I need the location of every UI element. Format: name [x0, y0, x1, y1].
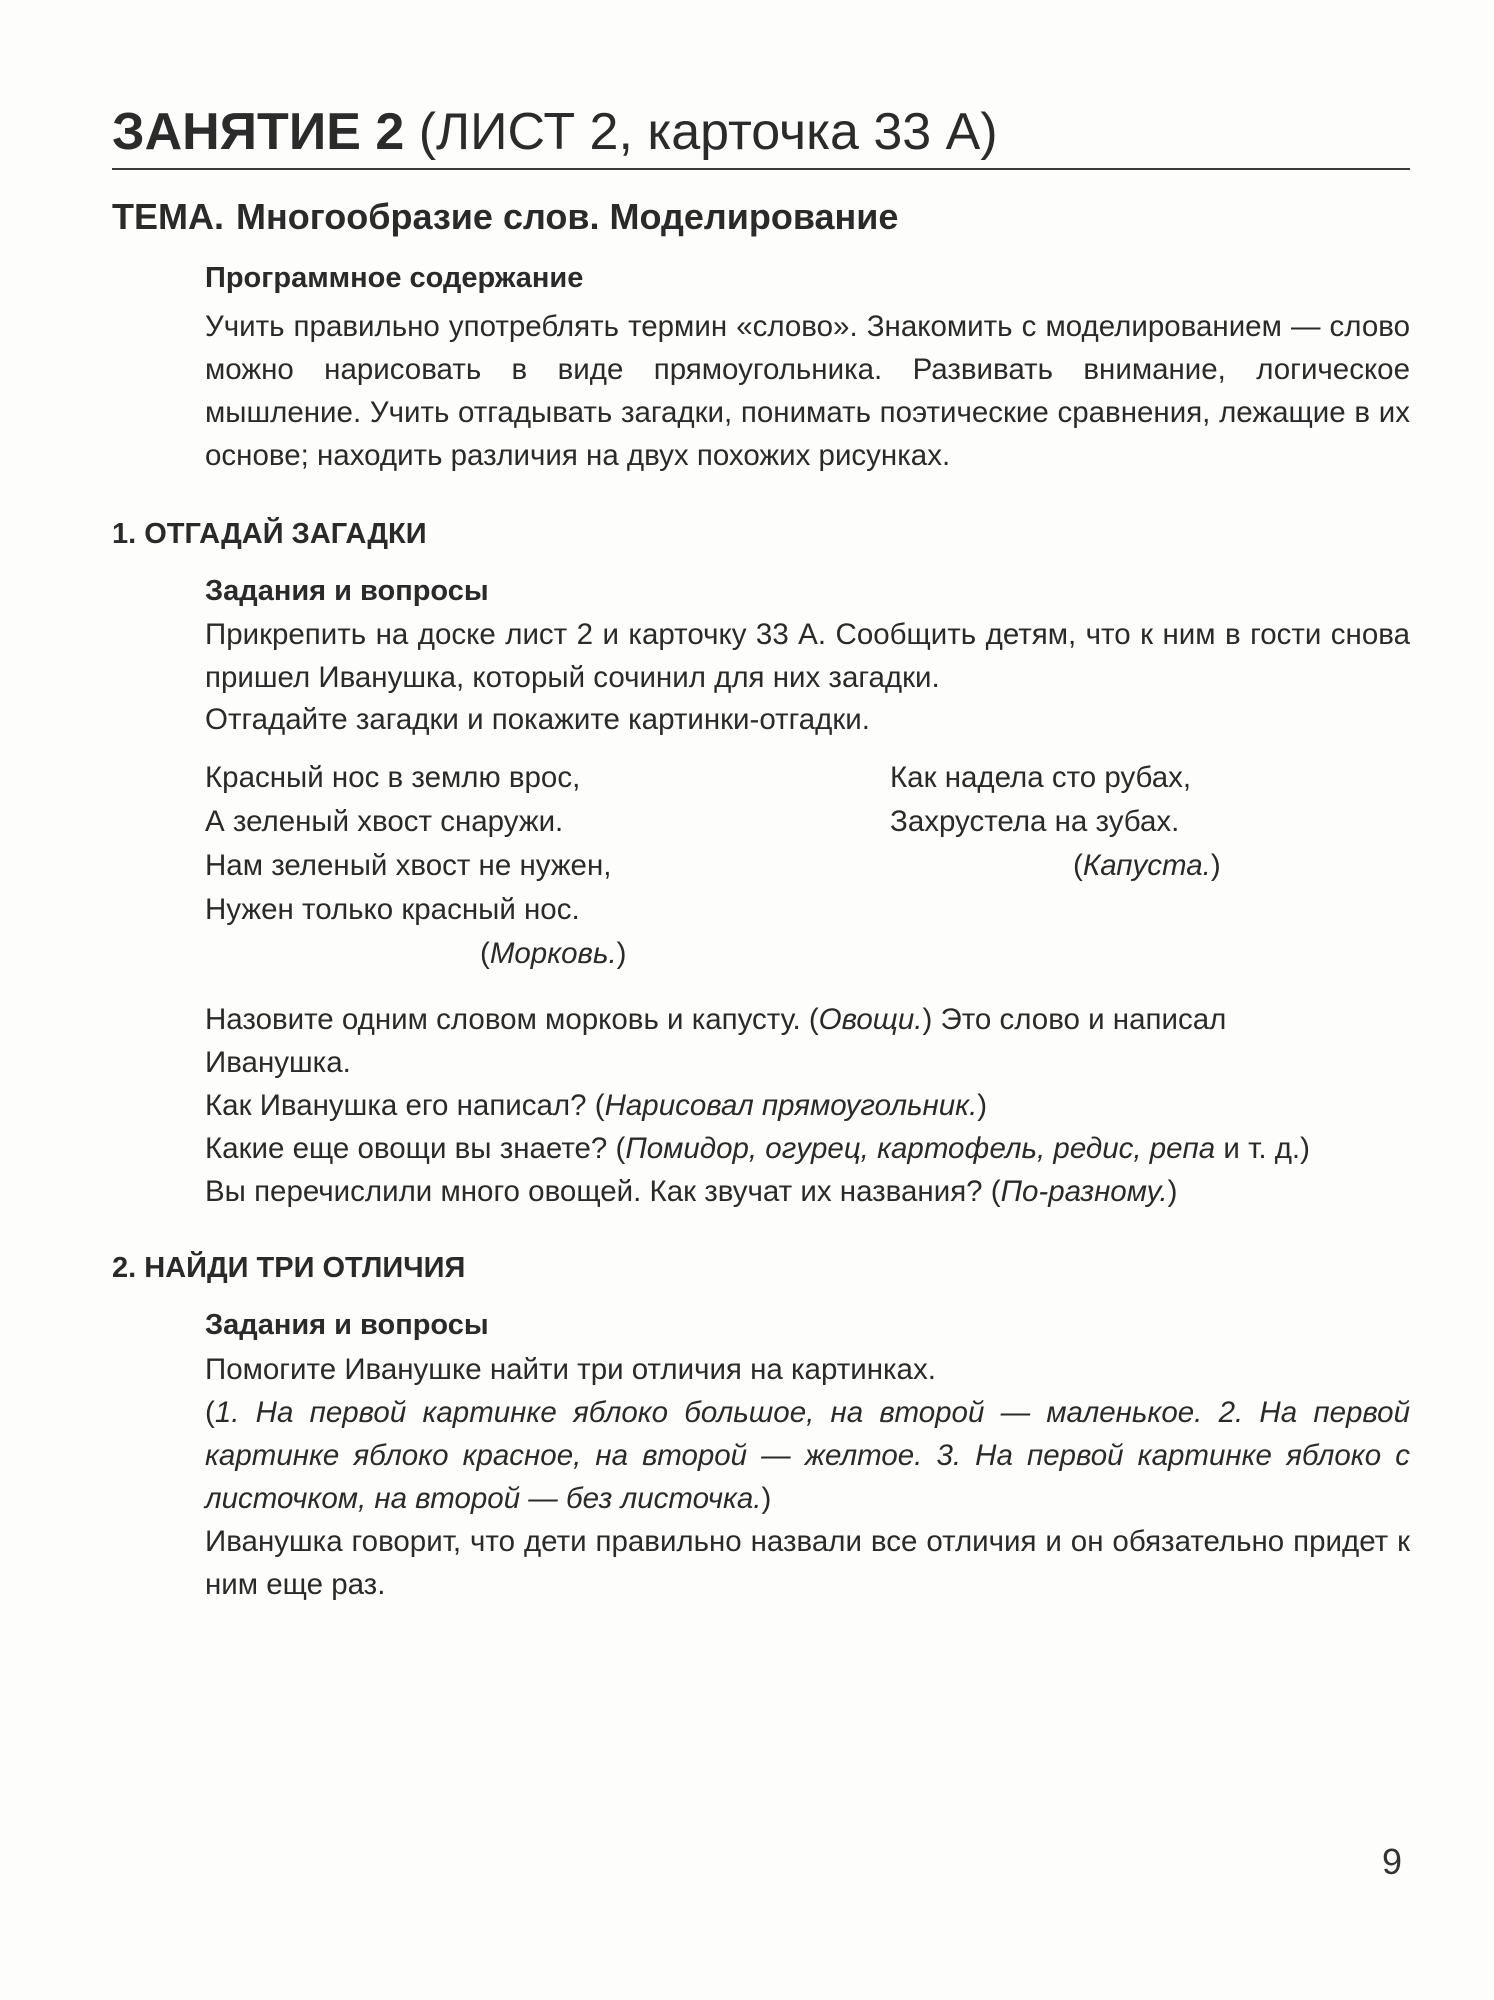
- riddle-line: Захрустела на зубах.: [890, 805, 1180, 838]
- program-text: Учить правильно употреблять термин «слово». Знакомить с моделированием — слово можно нарисовать в виде прямоугольника. Развивать внимание, логическое мышление. Учить отгадывать загадки, понимать поэтические сравнения, лежащие в их основе; находить различия на двух похожих рисунках.: [205, 310, 1410, 472]
- riddle-answer: (Капуста.): [1073, 849, 1221, 882]
- question-answer: Овощи.: [818, 1003, 923, 1036]
- section2-closing: Иванушка говорит, что дети правильно назвали все отличия и он обязательно придет к ним еще раз.: [205, 1525, 1410, 1601]
- topic-heading: [112, 194, 898, 240]
- question-3: [205, 1127, 1310, 1170]
- riddle-line: А зеленый хвост снаружи.: [205, 805, 564, 838]
- riddle-answer-text: Морковь.: [489, 937, 617, 970]
- riddle-line: Красный нос в землю врос,: [205, 761, 581, 794]
- section2-subheading: Задания и вопросы: [205, 1309, 489, 1341]
- question-2: [205, 1084, 987, 1127]
- section2-answer: (1. На первой картинке яблоко большое, на второй — маленькое. 2. На первой картинке яблоко красное, на второй — желтое. 3. На первой картинке яблоко с листочком, на второй — без листочка.): [205, 1396, 1410, 1515]
- riddle-line: Нам зеленый хвост не нужен,: [205, 849, 612, 882]
- question-text: Как Иванушка его написал? (: [205, 1089, 605, 1122]
- title-divider: [112, 168, 1410, 170]
- question-text: Вы перечислили много овощей. Как звучат их названия? (: [205, 1175, 1001, 1208]
- riddle-line: Нужен только красный нос.: [205, 893, 580, 926]
- question-1: [205, 998, 1226, 1041]
- question-answer: Помидор, огурец, картофель, редис, репа: [625, 1132, 1216, 1165]
- riddle-answer: (Морковь.): [480, 937, 627, 970]
- topic-text: Многообразие слов. Моделирование: [236, 196, 899, 237]
- riddle-carrot: [205, 756, 627, 976]
- topic-label: ТЕМА.: [112, 196, 224, 237]
- question-4: [205, 1170, 1177, 1213]
- section2-answer-text: 1. На первой картинке яблоко большое, на второй — маленькое. 2. На первой картинке яблоко красное, на второй — желтое. 3. На первой картинке яблоко с листочком, на второй — без листочка.: [205, 1396, 1410, 1515]
- question-text: Назовите одним словом морковь и капусту. (: [205, 1003, 819, 1036]
- lesson-title-sheet: (ЛИСТ 2, карточка 33 А): [418, 103, 998, 161]
- riddle-line: Как надела сто рубах,: [890, 761, 1192, 794]
- lesson-title: [112, 100, 998, 164]
- riddle-answer-text: Капуста.: [1082, 849, 1211, 882]
- question-text-after: ): [1167, 1175, 1178, 1208]
- question-answer: По-разному.: [1000, 1175, 1168, 1208]
- section1-instruction: Отгадайте загадки и покажите картинки-отгадки.: [205, 703, 870, 736]
- page-number: 9: [1382, 1841, 1403, 1882]
- question-answer: Нарисовал прямоугольник.: [604, 1089, 978, 1122]
- section2-instruction: Помогите Иванушке найти три отличия на картинках.: [205, 1353, 936, 1386]
- section2-heading: 2. НАЙДИ ТРИ ОТЛИЧИЯ: [112, 1252, 466, 1284]
- section1-intro: Прикрепить на доске лист 2 и карточку 33 А. Сообщить детям, что к ним в гости снова пришел Иванушка, который сочинил для них загадки.: [205, 618, 1410, 694]
- question-text-after: ) Это слово и написал: [922, 1003, 1227, 1036]
- question-1-cont: Иванушка.: [205, 1046, 351, 1079]
- question-text-after: ): [977, 1089, 988, 1122]
- section1-subheading: Задания и вопросы: [205, 575, 489, 607]
- program-heading: Программное содержание: [205, 262, 584, 294]
- section1-heading: 1. ОТГАДАЙ ЗАГАДКИ: [112, 518, 427, 550]
- question-text-after: и т. д.): [1215, 1132, 1310, 1165]
- riddle-cabbage: [890, 756, 1221, 888]
- question-text: Какие еще овощи вы знаете? (: [205, 1132, 626, 1165]
- lesson-title-number: ЗАНЯТИЕ 2: [112, 103, 405, 161]
